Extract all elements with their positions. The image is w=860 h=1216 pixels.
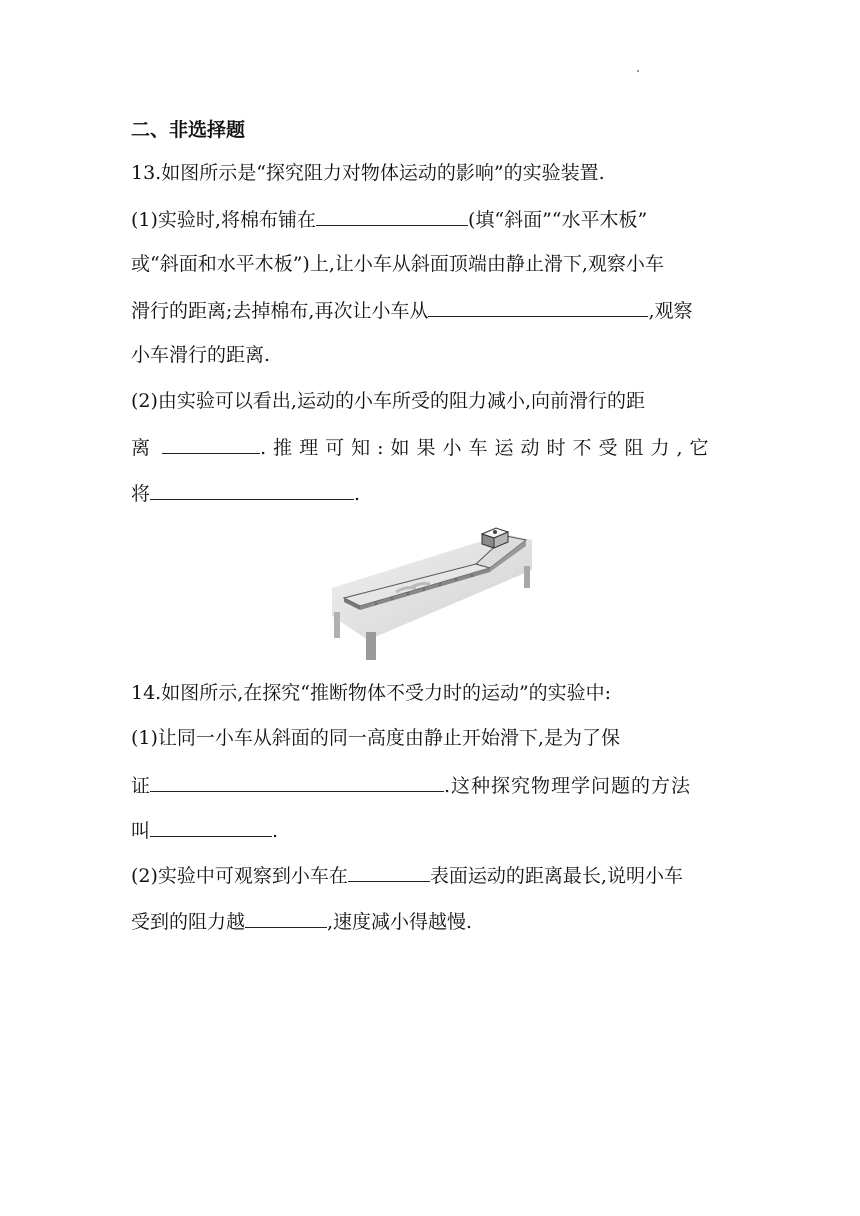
text: 叫: [131, 820, 151, 842]
answer-blank[interactable]: [162, 432, 260, 454]
text: 将: [131, 483, 151, 505]
section-title: 二、非选择题: [131, 119, 246, 141]
text: .: [354, 483, 361, 505]
text: ,速度减小得越慢.: [327, 911, 473, 933]
speck: [637, 70, 639, 72]
answer-blank[interactable]: [348, 860, 430, 882]
text: (1)实验时,将棉布铺在: [131, 209, 316, 231]
text: 滑行的距离;去掉棉布,再次让小车从: [131, 300, 429, 322]
text: .这种探究物理学问题的方法: [444, 775, 692, 797]
q13-stem: 13.如图所示是“探究阻力对物体运动的影响”的实验装置.: [131, 162, 605, 184]
text: .推理可知:如果小车运动时不受阻力,它: [260, 437, 716, 459]
text: 离: [131, 437, 151, 459]
answer-blank[interactable]: [150, 815, 272, 837]
answer-blank[interactable]: [150, 770, 444, 792]
answer-blank[interactable]: [245, 906, 327, 928]
q13-part2-line3: [131, 478, 731, 506]
text: ,观察: [648, 300, 693, 322]
q13-part1-line4: 小车滑行的距离.: [131, 344, 271, 366]
q14-part2-line1: [131, 860, 731, 888]
text: .: [272, 820, 279, 842]
q14-part2-line2: [131, 906, 731, 934]
q14-part1-line3: [131, 815, 731, 843]
q14-part1-line2: [131, 770, 731, 798]
cart-hole: [493, 530, 497, 534]
q13-part1-line2: 或“斜面和水平木板”)上,让小车从斜面顶端由静止滑下,观察小车: [131, 253, 664, 275]
q13-part2-line1: (2)由实验可以看出,运动的小车所受的阻力减小,向前滑行的距: [131, 390, 645, 412]
q14-part1-line1: (1)让同一小车从斜面的同一高度由静止开始滑下,是为了保: [131, 727, 620, 749]
answer-blank[interactable]: [316, 204, 468, 226]
text: 证: [131, 775, 151, 797]
answer-blank[interactable]: [150, 478, 354, 500]
table-leg: [334, 612, 340, 638]
answer-blank[interactable]: [428, 295, 648, 317]
table-leg: [524, 566, 530, 588]
text: (填“斜面”“水平木板”: [467, 209, 648, 231]
text: 受到的阻力越: [131, 911, 246, 933]
q13-part1-line3: [131, 295, 731, 323]
text: (2)实验中可观察到小车在: [131, 865, 348, 887]
incline-experiment-figure: [326, 520, 536, 662]
q13-part1-line1: [131, 204, 731, 232]
table-leg: [366, 632, 376, 660]
text: 表面运动的距离最长,说明小车: [429, 865, 683, 887]
q13-part2-line2: [131, 432, 731, 460]
q14-stem: 14.如图所示,在探究“推断物体不受力时的运动”的实验中:: [131, 682, 612, 704]
